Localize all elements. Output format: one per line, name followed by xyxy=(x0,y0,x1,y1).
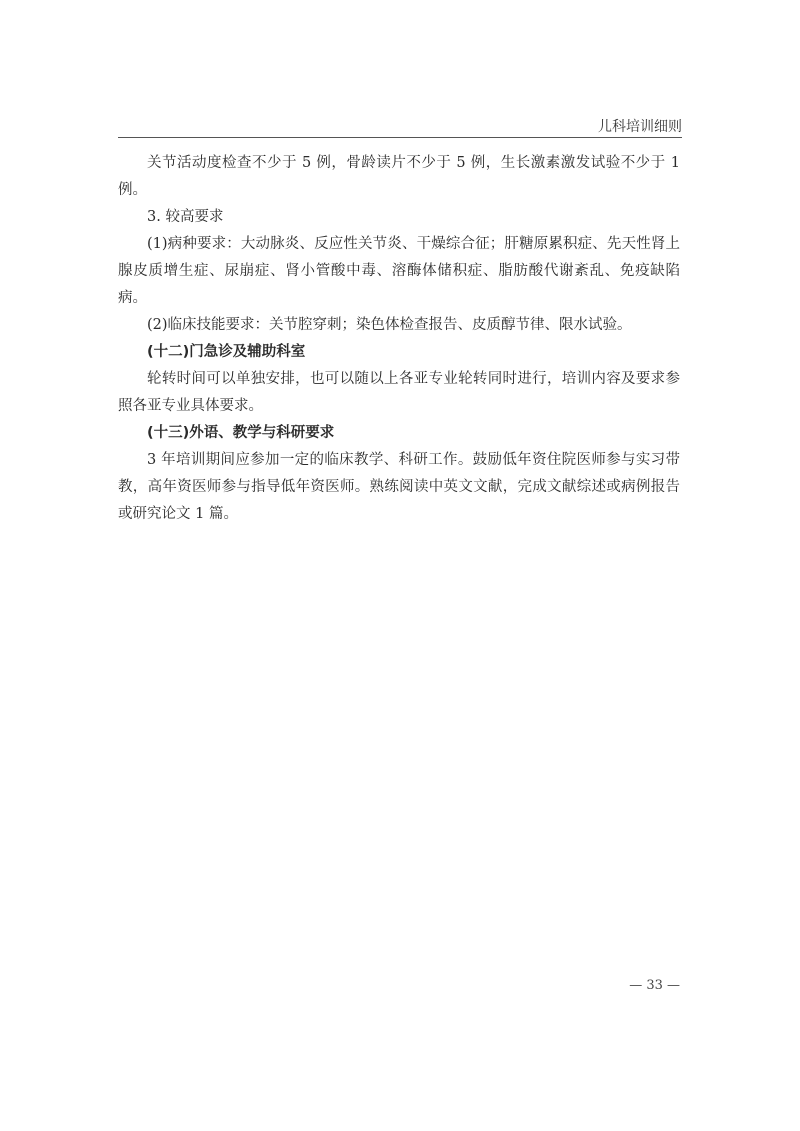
paragraph-outpatient-rotation: 轮转时间可以单独安排，也可以随以上各亚专业轮转同时进行，培训内容及要求参照各亚专业具体要求。 xyxy=(118,371,680,414)
header-divider xyxy=(118,137,682,138)
section-heading-13: (十三)外语、教学与科研要求 xyxy=(147,425,335,441)
section-heading-12: (十二)门急诊及辅助科室 xyxy=(147,344,306,360)
paragraph-teaching-research: 3 年培训期间应参加一定的临床教学、科研工作。鼓励低年资住院医师参与实习带教，高年资医师参与指导低年资医师。熟练阅读中英文文献，完成文献综述或病例报告或研究论文 1 篇。 xyxy=(118,452,680,522)
running-header-title: 儿科培训细则 xyxy=(598,119,682,135)
paragraph-disease-requirements: (1)病种要求：大动脉炎、反应性关节炎、干燥综合征；肝糖原累积症、先天性肾上腺皮质增生症、尿崩症、肾小管酸中毒、溶酶体储积症、脂肪酸代谢紊乱、免疫缺陷病。 xyxy=(118,236,680,306)
page-number: — 33 — xyxy=(629,978,680,993)
paragraph-clinical-skills: (2)临床技能要求：关节腔穿刺；染色体检查报告、皮质醇节律、限水试验。 xyxy=(147,317,632,333)
paragraph-1: 关节活动度检查不少于 5 例，骨龄读片不少于 5 例，生长激素激发试验不少于 1 例。 xyxy=(118,155,680,198)
document-body xyxy=(118,150,680,528)
subheading-advanced-requirements: 3. 较高要求 xyxy=(147,209,224,225)
